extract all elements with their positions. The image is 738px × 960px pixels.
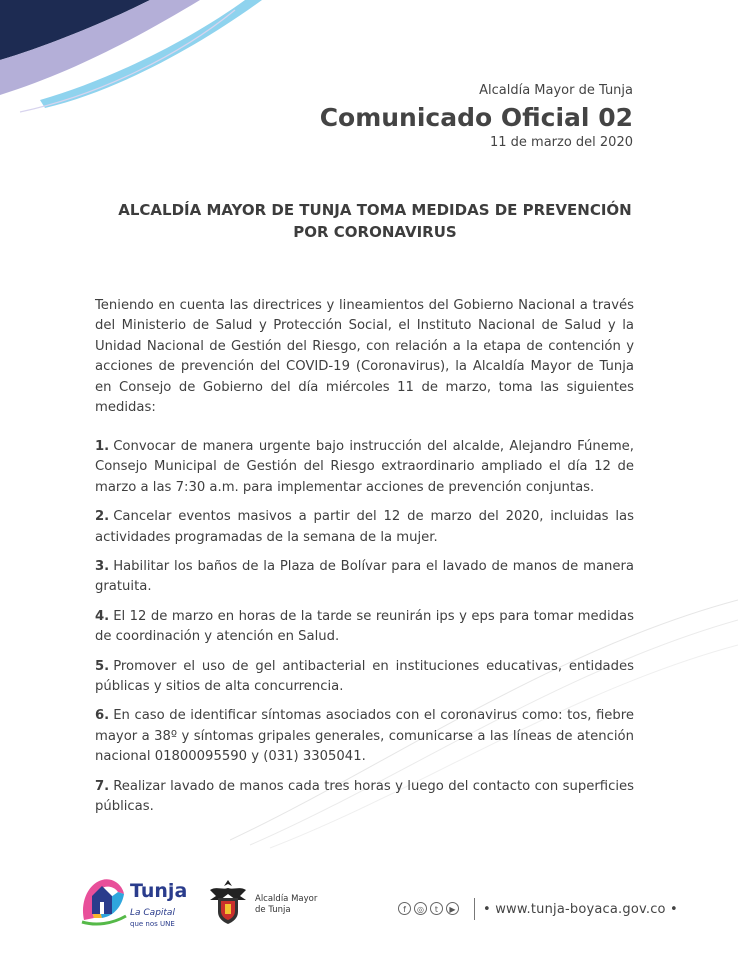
- corner-swoosh-decoration: [0, 0, 270, 120]
- measure-number: 6.: [95, 708, 110, 724]
- tunja-logo: [78, 872, 203, 934]
- measure-item: [95, 507, 634, 548]
- tunja-logo-mark-icon: [78, 872, 128, 928]
- measure-number: 5.: [95, 658, 110, 674]
- measure-item: [95, 777, 634, 818]
- measure-text: Habilitar los baños de la Plaza de Bolívar para el lavado de manos de manera gratuita.: [95, 559, 634, 595]
- measure-text: En caso de identificar síntomas asociados con el coronavirus como: tos, fiebre mayor a 38º y síntomas gripales generales, comunicarse a las líneas de atención nacional 01800095590 y (031) 3305041.: [95, 708, 634, 765]
- document-title: Comunicado Oficial 02: [319, 103, 633, 132]
- coat-of-arms-icon: [206, 876, 250, 926]
- footer-divider: [474, 898, 475, 920]
- facebook-icon[interactable]: f: [398, 902, 411, 915]
- twitter-icon[interactable]: t: [430, 902, 443, 915]
- tunja-logo-tagline-2: que nos UNE: [130, 920, 175, 928]
- measure-number: 4.: [95, 608, 110, 624]
- page-footer: [0, 872, 738, 942]
- headline-line-1: ALCALDÍA MAYOR DE TUNJA TOMA MEDIDAS DE PREVENCIÓN: [118, 201, 632, 219]
- measures-list: [95, 437, 634, 827]
- measure-number: 7.: [95, 778, 110, 794]
- measure-text: Convocar de manera urgente bajo instrucción del alcalde, Alejandro Fúneme, Consejo Municipal de Gestión del Riesgo extraordinario ampliado el día 12 de marzo a las 7:30 a.m. para implementar acciones de prevención conjuntas.: [95, 439, 634, 495]
- document-date: 11 de marzo del 2020: [489, 135, 633, 150]
- tunja-logo-tagline: La Capital: [130, 908, 175, 918]
- crest-label-line-2: de Tunja: [255, 905, 291, 915]
- measure-text: Realizar lavado de manos cada tres horas y luego del contacto con superficies públicas.: [95, 778, 634, 815]
- measure-text: Promover el uso de gel antibacterial en instituciones educativas, entidades públicas y sitios de alta concurrencia.: [95, 658, 634, 695]
- tunja-logo-word: Tunja: [130, 880, 188, 902]
- social-icons: [398, 902, 459, 915]
- crest-label: [255, 894, 317, 916]
- measure-text: El 12 de marzo en horas de la tarde se reunirán ips y eps para tomar medidas de coordinación y atención en Salud.: [95, 608, 634, 645]
- measure-number: 1.: [95, 439, 110, 454]
- measure-item: [95, 557, 634, 598]
- headline-line-2: POR CORONAVIRUS: [293, 223, 457, 241]
- measure-text: Cancelar eventos masivos a partir del 12 de marzo del 2020, incluidas las actividades programadas de la semana de la mujer.: [95, 509, 634, 545]
- website-link[interactable]: • www.tunja-boyaca.gov.co •: [483, 902, 678, 917]
- document-header: [320, 82, 633, 152]
- headline: [60, 199, 690, 243]
- measure-number: 3.: [95, 559, 110, 575]
- youtube-icon[interactable]: ▶: [446, 902, 459, 915]
- crest-label-line-1: Alcaldía Mayor: [255, 894, 318, 904]
- intro-paragraph: Teniendo en cuenta las directrices y lineamientos del Gobierno Nacional a través del Ministerio de Salud y Protección Social, el Instituto Nacional de Salud y la Unidad Nacional de Gestión del Riesgo, con relación a la etapa de contención y acciones de prevención del COVID-19 (Coronavirus), la Alcaldía Mayor de Tunja en Consejo de Gobierno del día miércoles 11 de marzo, toma las siguientes medidas:: [95, 298, 634, 416]
- measure-item: [95, 607, 634, 648]
- instagram-icon[interactable]: ◎: [414, 902, 427, 915]
- measure-number: 2.: [95, 509, 110, 525]
- measure-item: [95, 437, 634, 498]
- issuer-name: Alcaldía Mayor de Tunja: [479, 83, 633, 98]
- measure-item: [95, 657, 634, 698]
- measure-item: [95, 706, 634, 767]
